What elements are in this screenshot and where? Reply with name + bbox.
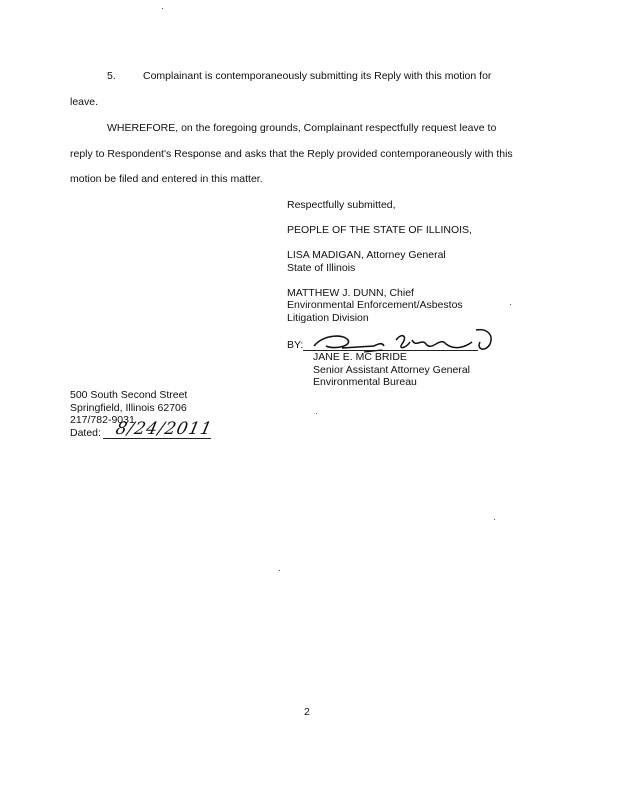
dated-label: Dated: xyxy=(70,427,101,439)
scan-speck xyxy=(162,8,163,9)
scan-speck xyxy=(279,570,280,571)
dated-handwritten: 8/24/2011 xyxy=(113,419,215,439)
address-phone: 217/782-9031 xyxy=(70,414,135,426)
paragraph-5-continuation: leave. xyxy=(70,96,99,108)
address-street: 500 South Second Street xyxy=(70,389,188,401)
signer-bureau: Environmental Bureau xyxy=(313,376,417,388)
signer-title: Senior Assistant Attorney General xyxy=(313,364,471,376)
wherefore-line-3: motion be filed and entered in this matter. xyxy=(70,173,263,185)
scan-speck xyxy=(316,413,317,414)
chief-division: Environmental Enforcement/Asbestos xyxy=(287,299,463,311)
paragraph-number: 5. xyxy=(107,70,116,82)
state-of-illinois: State of Illinois xyxy=(287,262,356,274)
by-label: BY: xyxy=(287,339,304,351)
paragraph-5-text: Complainant is contemporaneously submitting its Reply with this motion for xyxy=(143,70,492,82)
chief-name: MATTHEW J. DUNN, Chief xyxy=(287,287,414,299)
attorney-general: LISA MADIGAN, Attorney General xyxy=(287,249,446,261)
wherefore-line-1: WHEREFORE, on the foregoing grounds, Complainant respectfully request leave to xyxy=(107,122,497,134)
wherefore-line-2: reply to Respondent's Response and asks that the Reply provided contemporaneously with this xyxy=(70,148,513,160)
closing: Respectfully submitted, xyxy=(287,199,396,211)
people-of-illinois: PEOPLE OF THE STATE OF ILLINOIS, xyxy=(287,224,472,236)
page-number: 2 xyxy=(304,706,310,718)
scan-speck xyxy=(510,304,511,305)
chief-division-2: Litigation Division xyxy=(287,312,369,324)
signer-name: JANE E. MC BRIDE xyxy=(313,351,407,363)
scan-speck xyxy=(494,519,495,520)
address-city: Springfield, Illinois 62706 xyxy=(70,402,187,414)
